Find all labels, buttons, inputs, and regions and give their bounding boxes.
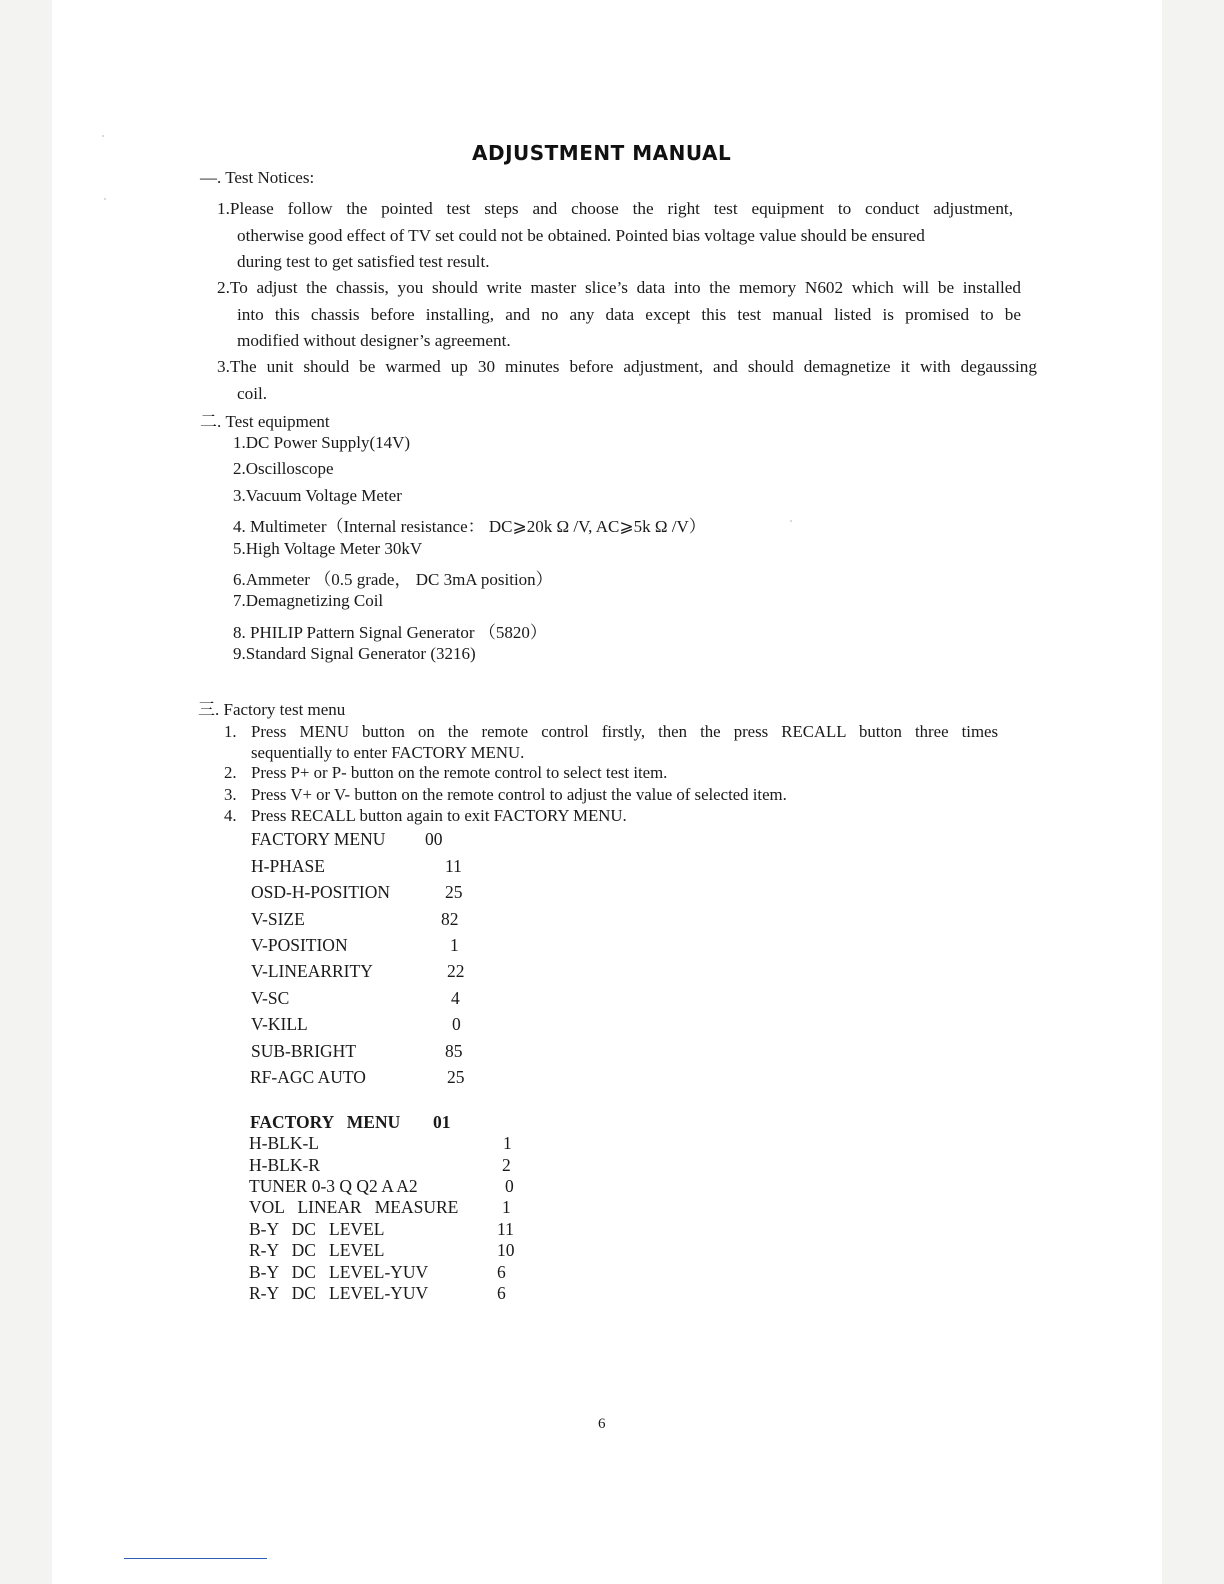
menu-row-label: TUNER 0-3 Q Q2 A A2 bbox=[249, 1176, 418, 1196]
menu-row-value: 1 bbox=[503, 1133, 512, 1153]
equipment-item: 8. PHILIP Pattern Signal Generator （5820） bbox=[233, 623, 547, 642]
notice-line: into this chassis before installing, and no any data except this test manual listed is promised to be bbox=[237, 304, 1021, 324]
menu-row-value: 10 bbox=[497, 1240, 515, 1260]
step-number: 2. bbox=[224, 763, 237, 782]
step-text: Press V+ or V- button on the remote control to adjust the value of selected item. bbox=[251, 785, 787, 804]
menu-row-value: 11 bbox=[497, 1219, 514, 1239]
menu-row-label: H-PHASE bbox=[251, 856, 325, 876]
menu-row-label: B-Y DC LEVEL bbox=[249, 1219, 385, 1239]
equipment-item: 6.Ammeter （0.5 grade， DC 3mA position） bbox=[233, 570, 553, 589]
section-heading-test-notices: —. Test Notices: bbox=[200, 168, 315, 187]
menu-row-value: 4 bbox=[451, 988, 460, 1008]
menu-row-label: SUB-BRIGHT bbox=[251, 1041, 357, 1061]
menu-row-value: 85 bbox=[445, 1041, 463, 1061]
notice-item-2 bbox=[217, 275, 1021, 355]
equipment-item: 2.Oscilloscope bbox=[233, 459, 334, 478]
notice-item-3 bbox=[217, 354, 1037, 407]
menu-row-label: R-Y DC LEVEL bbox=[249, 1240, 385, 1260]
menu-row-value: 0 bbox=[505, 1176, 514, 1196]
notice-item-1 bbox=[217, 196, 1013, 276]
menu-row-label: V-SIZE bbox=[251, 909, 305, 929]
menu-row-label: V-LINEARRITY bbox=[251, 961, 373, 981]
step-number: 4. bbox=[224, 806, 237, 825]
factory-menu-01-code: 01 bbox=[433, 1112, 451, 1132]
menu-row-value: 11 bbox=[445, 856, 462, 876]
step-text bbox=[251, 721, 998, 763]
step-number: 1. bbox=[224, 722, 237, 741]
menu-row-value: 25 bbox=[447, 1067, 465, 1087]
menu-row-label: B-Y DC LEVEL-YUV bbox=[249, 1262, 429, 1282]
menu-row-label: R-Y DC LEVEL-YUV bbox=[249, 1283, 429, 1303]
notice-line: modified without designer’s agreement. bbox=[237, 331, 511, 350]
equipment-item: 4. Multimeter（Internal resistance： DC⩾20k Ω /V, AC⩾5k Ω /V） bbox=[233, 517, 706, 536]
step-text: Press P+ or P- button on the remote control to select test item. bbox=[251, 763, 668, 782]
scan-speck bbox=[790, 520, 792, 522]
section-heading-factory-test-menu: 三. Factory test menu bbox=[198, 700, 346, 719]
equipment-item: 9.Standard Signal Generator (3216) bbox=[233, 644, 476, 663]
menu-row-label: V-SC bbox=[251, 988, 290, 1008]
menu-row-value: 82 bbox=[441, 909, 459, 929]
menu-row-value: 1 bbox=[450, 935, 459, 955]
menu-row-value: 22 bbox=[447, 961, 465, 981]
menu-row-value: 6 bbox=[497, 1262, 506, 1282]
menu-row-label: V-KILL bbox=[251, 1014, 308, 1034]
factory-menu-01-title: FACTORY MENU bbox=[250, 1112, 401, 1132]
step-line: sequentially to enter FACTORY MENU. bbox=[251, 743, 525, 762]
step-text: Press RECALL button again to exit FACTORY MENU. bbox=[251, 806, 627, 825]
menu-row-label: VOL LINEAR MEASURE bbox=[249, 1197, 459, 1217]
equipment-item: 1.DC Power Supply(14V) bbox=[233, 433, 411, 452]
menu-row-value: 6 bbox=[497, 1283, 506, 1303]
factory-menu-00-code: 00 bbox=[425, 829, 443, 849]
notice-line: coil. bbox=[237, 383, 268, 403]
menu-row-label: RF-AGC AUTO bbox=[250, 1067, 366, 1087]
page-title: ADJUSTMENT MANUAL bbox=[472, 141, 732, 165]
step-line: Press MENU button on the remote control firstly, then the press RECALL button three times bbox=[251, 722, 998, 741]
equipment-item: 3.Vacuum Voltage Meter bbox=[233, 486, 402, 505]
menu-row-value: 2 bbox=[502, 1155, 511, 1175]
scan-speck bbox=[102, 135, 104, 137]
menu-row-label: H-BLK-R bbox=[249, 1155, 320, 1175]
page-number: 6 bbox=[598, 1416, 606, 1432]
step-number: 3. bbox=[224, 785, 237, 804]
notice-line: 1.Please follow the pointed test steps and choose the right test equipment to conduct adjustment, bbox=[217, 199, 1013, 218]
scan-speck bbox=[104, 198, 106, 200]
factory-menu-00-title: FACTORY MENU bbox=[251, 829, 386, 849]
notice-line: during test to get satisfied test result. bbox=[237, 252, 490, 271]
notice-line: 2.To adjust the chassis, you should write master slice’s data into the memory N602 which will be installed bbox=[217, 278, 1021, 297]
notice-line: otherwise good effect of TV set could not be obtained. Pointed bias voltage value should be ensured bbox=[237, 225, 925, 245]
notice-line: 3.The unit should be warmed up 30 minutes before adjustment, and should demagnetize it with degaussing bbox=[217, 357, 1037, 376]
section-heading-test-equipment: 二. Test equipment bbox=[200, 412, 330, 431]
menu-row-value: 1 bbox=[502, 1197, 511, 1217]
menu-row-label: H-BLK-L bbox=[249, 1133, 319, 1153]
menu-row-value: 25 bbox=[445, 882, 463, 902]
menu-row-label: OSD-H-POSITION bbox=[251, 882, 391, 902]
equipment-item: 7.Demagnetizing Coil bbox=[233, 591, 384, 610]
footer-rule bbox=[124, 1558, 267, 1559]
equipment-item: 5.High Voltage Meter 30kV bbox=[233, 539, 423, 558]
menu-row-value: 0 bbox=[452, 1014, 461, 1034]
menu-row-label: V-POSITION bbox=[251, 935, 348, 955]
